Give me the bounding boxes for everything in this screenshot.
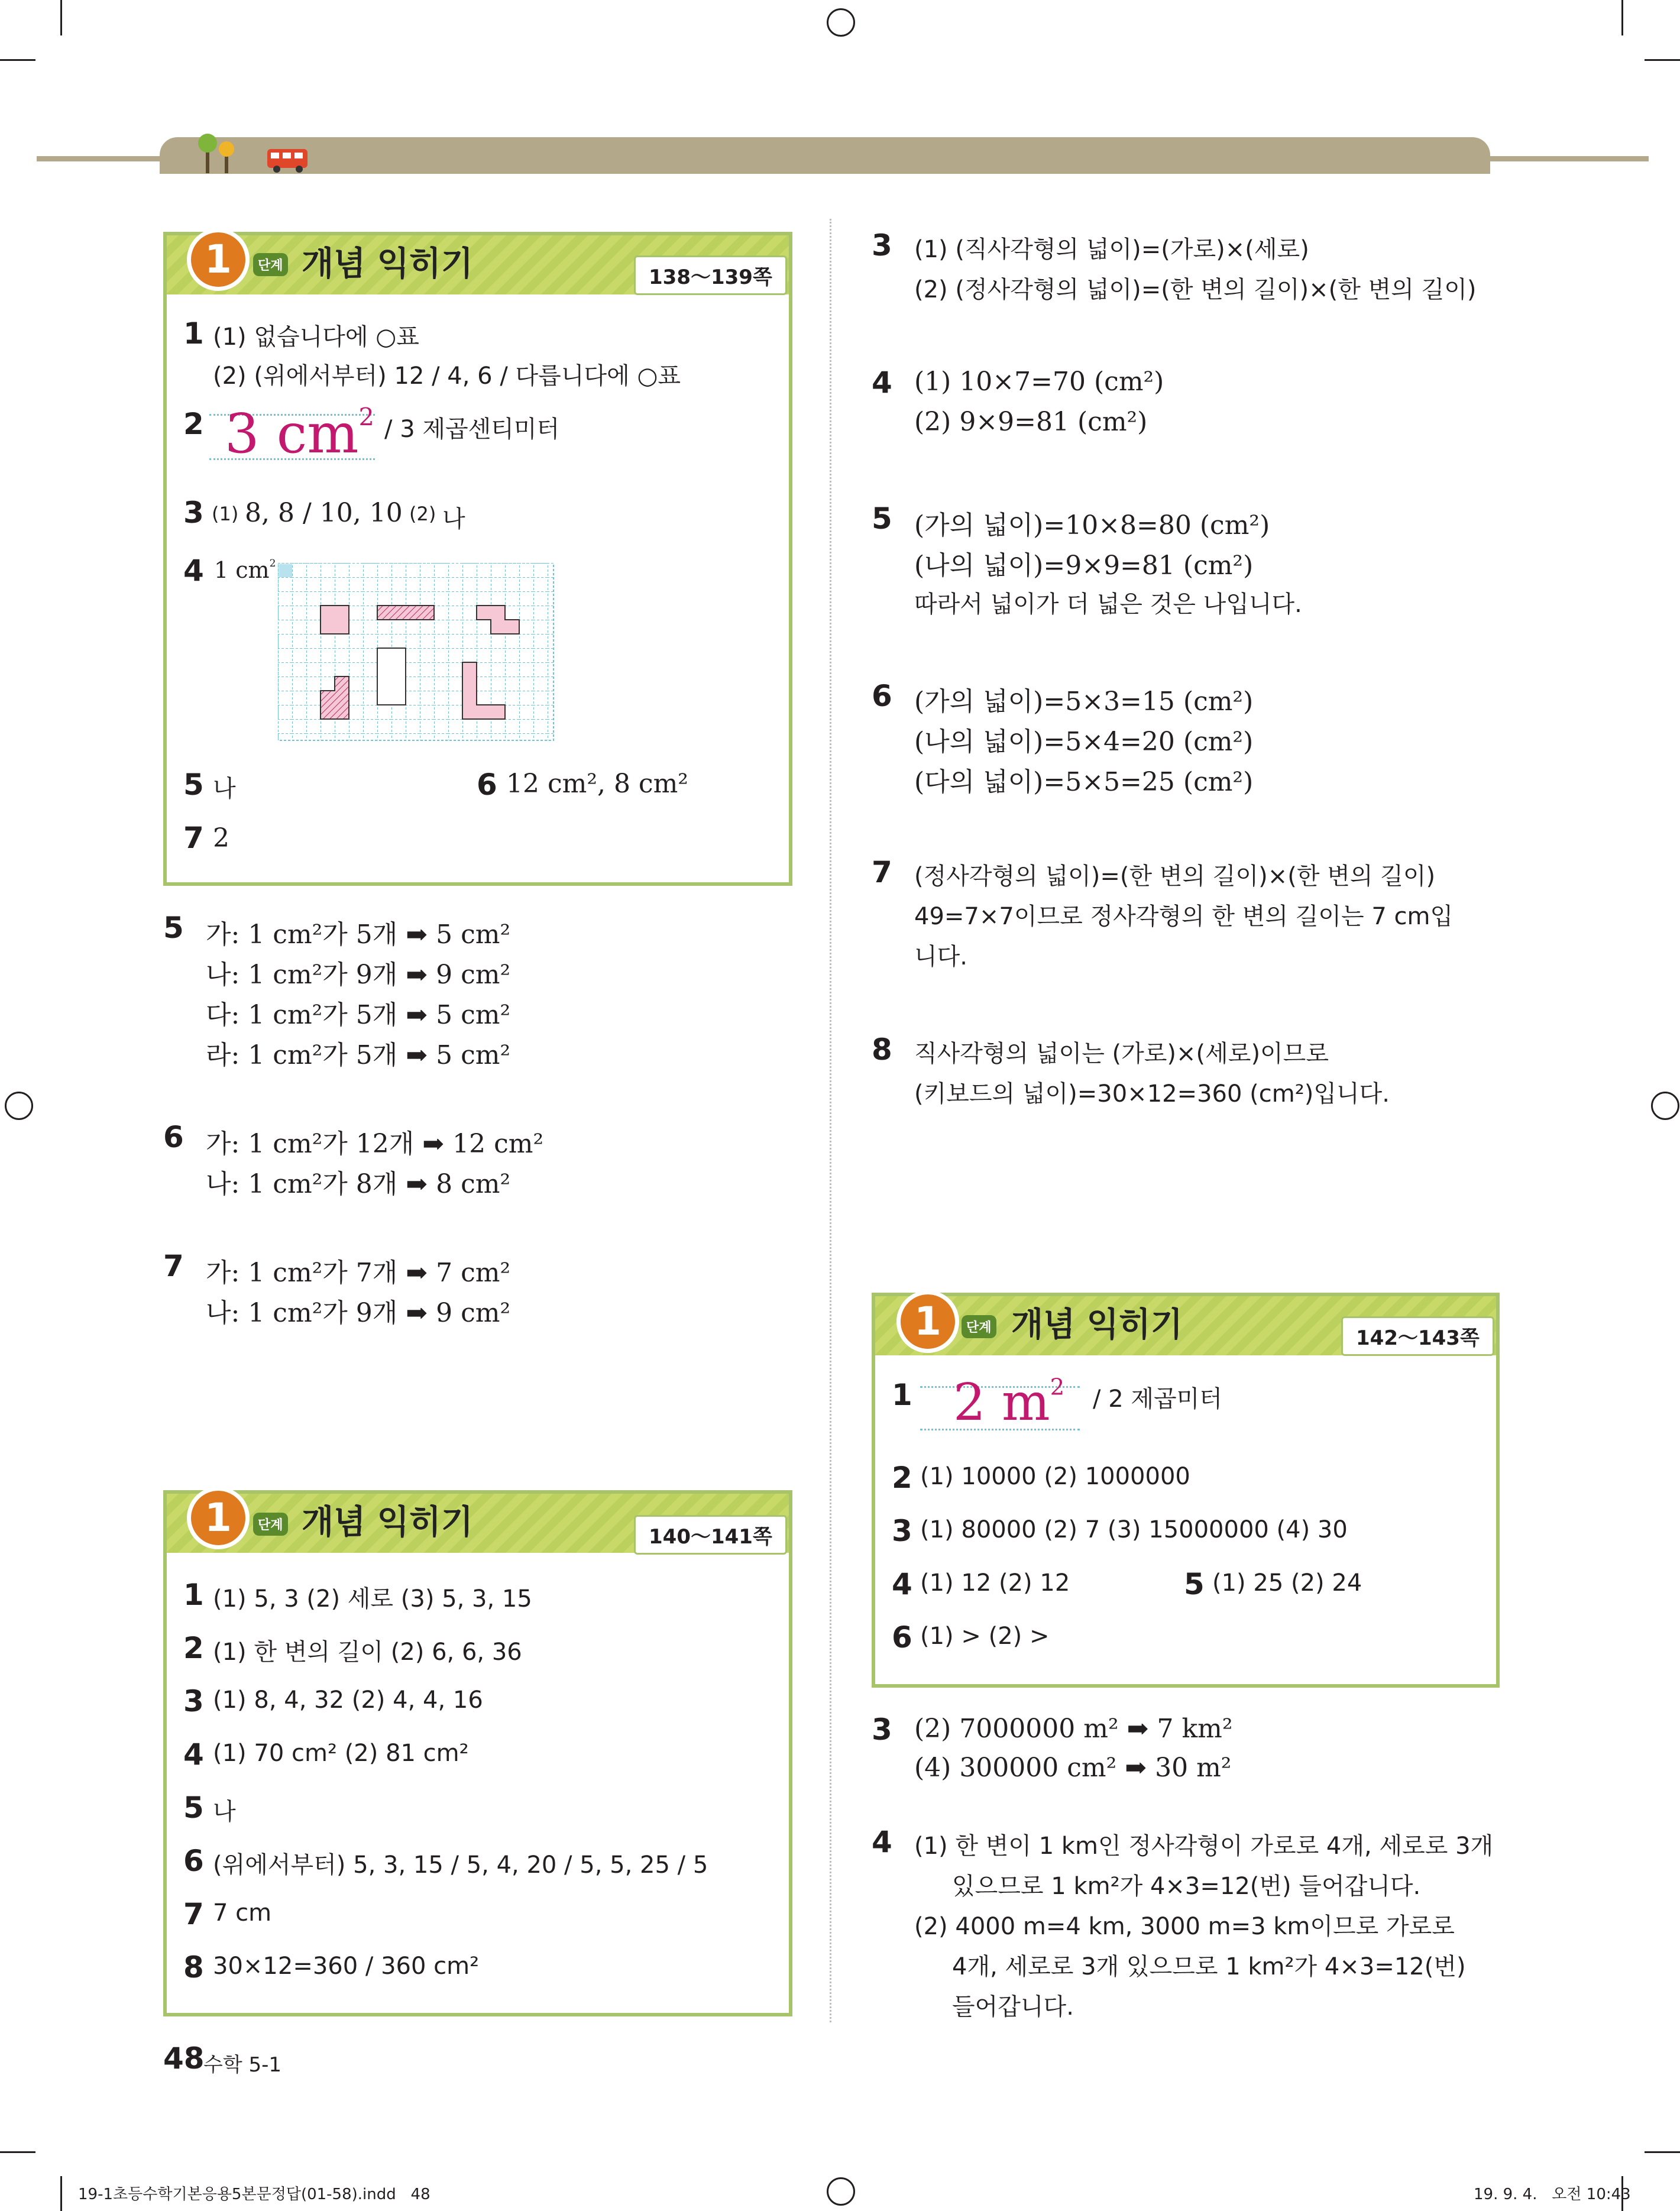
header-bar [160,137,1490,174]
registration-mark-icon [827,2177,855,2206]
solution-line: (나의 넓이)=9×9=81 (cm²) [914,551,1254,581]
solution-line: 나: 1 cm²가 9개 ➡ 9 cm² [206,1298,511,1328]
page-range: 140～141쪽 [634,1515,787,1555]
answer-text: (1) 한 변의 길이 (2) 6, 6, 36 [213,1639,522,1666]
solution-line: 니다. [914,943,967,970]
question-number: 2 [892,1461,912,1495]
page-range: 142～143쪽 [1341,1316,1494,1356]
solution-line: 가: 1 cm²가 7개 ➡ 7 cm² [206,1258,511,1288]
answer-text: 30×12=360 / 360 cm² [213,1953,480,1980]
question-number: 4 [183,1737,204,1772]
answer-text: (1) 25 (2) 24 [1212,1569,1362,1597]
answer-text: (1) 80000 (2) 7 (3) 15000000 (4) 30 [920,1516,1348,1543]
stage-badge: 1 [187,1487,250,1549]
solution-line: 라: 1 cm²가 5개 ➡ 5 cm² [206,1040,511,1070]
answer-text: 7 cm [213,1899,272,1927]
solution-line: (2) (정사각형의 넓이)=(한 변의 길이)×(한 변의 길이) [914,276,1477,303]
answer-text: 나 [213,775,236,802]
registration-mark-icon [827,8,855,37]
unit-label: 1 $cm^2$ [214,557,276,583]
crop-mark [0,2151,35,2153]
crop-mark [60,0,62,35]
solution-number: 4 [872,1825,892,1859]
question-number: 3 [892,1514,912,1548]
solution-line: (키보드의 넓이)=30×12=360 (cm²)입니다. [914,1080,1390,1108]
question-number: 1 [183,1578,204,1612]
solution-line: 들어갑니다. [952,1993,1074,2021]
page-number: 48 [163,2041,205,2076]
solution-line: 다: 1 cm²가 5개 ➡ 5 cm² [206,1000,511,1030]
question-number: 7 [183,1897,204,1931]
solution-line: (2) 9×9=81 (cm²) [914,407,1148,437]
solution-line: (가의 넓이)=5×3=15 (cm²) [914,687,1254,717]
question-number: 6 [477,768,497,802]
question-number: 5 [1184,1567,1205,1601]
column-divider [830,219,831,2022]
question-number: 4 [183,553,204,588]
solution-line: (다의 넓이)=5×5=25 (cm²) [914,767,1254,797]
question-number: 2 [183,407,204,441]
solution-number: 4 [872,365,892,400]
crop-mark [1645,2151,1680,2153]
solution-line: 따라서 넓이가 더 넓은 것은 나입니다. [914,591,1302,618]
question-number: 4 [892,1567,912,1601]
solution-line: (1) (직사각형의 넓이)=(가로)×(세로) [914,236,1309,263]
sub-label: (1) [212,503,239,525]
question-number: 6 [183,1844,204,1878]
stage-label: 단계 [253,253,288,276]
answer-text: 나 [213,1798,236,1825]
question-number: 3 [183,496,204,530]
answer-text: (1) 5, 3 (2) 세로 (3) 5, 3, 15 [213,1585,532,1613]
crop-mark [1645,59,1680,61]
solution-line: (2) 7000000 m² ➡ 7 km² [914,1714,1233,1744]
question-number: 3 [183,1684,204,1718]
answer-text: 나 [442,506,465,533]
book-title: 수학 5-1 [203,2053,282,2077]
box-title: 개념 익히기 [1011,1306,1183,1344]
solution-line: (1) 10×7=70 (cm²) [914,367,1164,397]
solution-number: 5 [163,911,184,945]
crop-mark [60,2176,62,2211]
solution-number: 7 [163,1249,184,1283]
handwritten-answer: 2 $m^2$ [953,1373,1065,1432]
solution-line: 나: 1 cm²가 8개 ➡ 8 cm² [206,1169,511,1199]
file-slug: 19-1초등수학기본응용5본문정답(01-58).indd 48 [78,2186,430,2203]
answer-text: 8, 8 / 10, 10 [245,498,403,528]
question-number: 5 [183,1791,204,1825]
solution-line: 있으므로 1 km²가 4×3=12(번) 들어갑니다. [952,1873,1421,1900]
tree-icon [195,129,242,176]
question-number: 1 [892,1378,912,1412]
bus-icon [266,147,310,174]
box-title: 개념 익히기 [302,1503,473,1542]
page-range: 138～139쪽 [634,255,787,295]
stage-label: 단계 [253,1513,288,1536]
solution-line: 가: 1 cm²가 5개 ➡ 5 cm² [206,920,511,950]
solution-line: 4개, 세로로 3개 있으므로 1 km²가 4×3=12(번) [952,1953,1466,1980]
question-number: 2 [183,1631,204,1665]
solution-line: 직사각형의 넓이는 (가로)×(세로)이므로 [914,1040,1329,1067]
stage-badge: 1 [187,228,250,291]
stage-label: 단계 [962,1315,996,1338]
solution-line: (4) 300000 cm² ➡ 30 m² [914,1753,1232,1783]
box-title: 개념 익히기 [302,245,473,283]
answer-text: (1) 70 cm² (2) 81 cm² [213,1740,469,1767]
solution-number: 5 [872,501,892,536]
solution-line: 가: 1 cm²가 12개 ➡ 12 cm² [206,1129,544,1159]
question-number: 6 [892,1620,912,1655]
solution-number: 6 [163,1120,184,1154]
solution-number: 7 [872,855,892,889]
solution-line: (나의 넓이)=5×4=20 (cm²) [914,727,1254,757]
answer-text: 2 [213,823,229,853]
answer-text: 12 cm², 8 cm² [506,769,688,799]
solution-line: (정사각형의 넓이)=(한 변의 길이)×(한 변의 길이) [914,863,1436,890]
solution-number: 3 [872,228,892,263]
grid-diagram [278,563,556,745]
solution-number: 6 [872,679,892,713]
question-number: 7 [183,821,204,855]
answer-text: / 2 제곱미터 [1093,1385,1222,1413]
answer-text: (2) (위에서부터) 12 / 4, 6 / 다릅니다에 ○표 [213,362,681,390]
print-date: 19. 9. 4. 오전 10:43 [1474,2186,1631,2203]
question-number: 1 [183,316,204,351]
stage-badge: 1 [896,1290,959,1353]
answer-text: (위에서부터) 5, 3, 15 / 5, 4, 20 / 5, 5, 25 / 5 [213,1851,708,1879]
solution-line: (가의 넓이)=10×8=80 (cm²) [914,510,1270,540]
registration-mark-icon [1651,1092,1679,1120]
solution-line: (1) 한 변이 1 km인 정사각형이 가로로 4개, 세로로 3개 [914,1833,1494,1860]
answer-text: (1) 8, 4, 32 (2) 4, 4, 16 [213,1686,483,1714]
answer-text: (1) 없습니다에 ○표 [213,323,419,351]
sub-label: (2) [409,503,436,525]
question-number: 5 [183,768,204,802]
handwritten-answer: 3 $cm^2$ [225,402,374,465]
solution-number: 3 [872,1713,892,1747]
answer-text: (1) 12 (2) 12 [920,1569,1070,1597]
solution-number: 8 [872,1032,892,1067]
crop-mark [0,59,35,61]
answer-text: (1) > (2) > [920,1623,1050,1650]
question-number: 8 [183,1950,204,1985]
answer-text: (1) 10000 (2) 1000000 [920,1463,1190,1490]
solution-line: 나: 1 cm²가 9개 ➡ 9 cm² [206,960,511,990]
solution-line: (2) 4000 m=4 km, 3000 m=3 km이므로 가로로 [914,1913,1455,1940]
crop-mark [1621,0,1623,35]
answer-text: / 3 제곱센티미터 [384,416,560,443]
registration-mark-icon [5,1092,33,1120]
solution-line: 49=7×7이므로 정사각형의 한 변의 길이는 7 cm입 [914,903,1454,930]
